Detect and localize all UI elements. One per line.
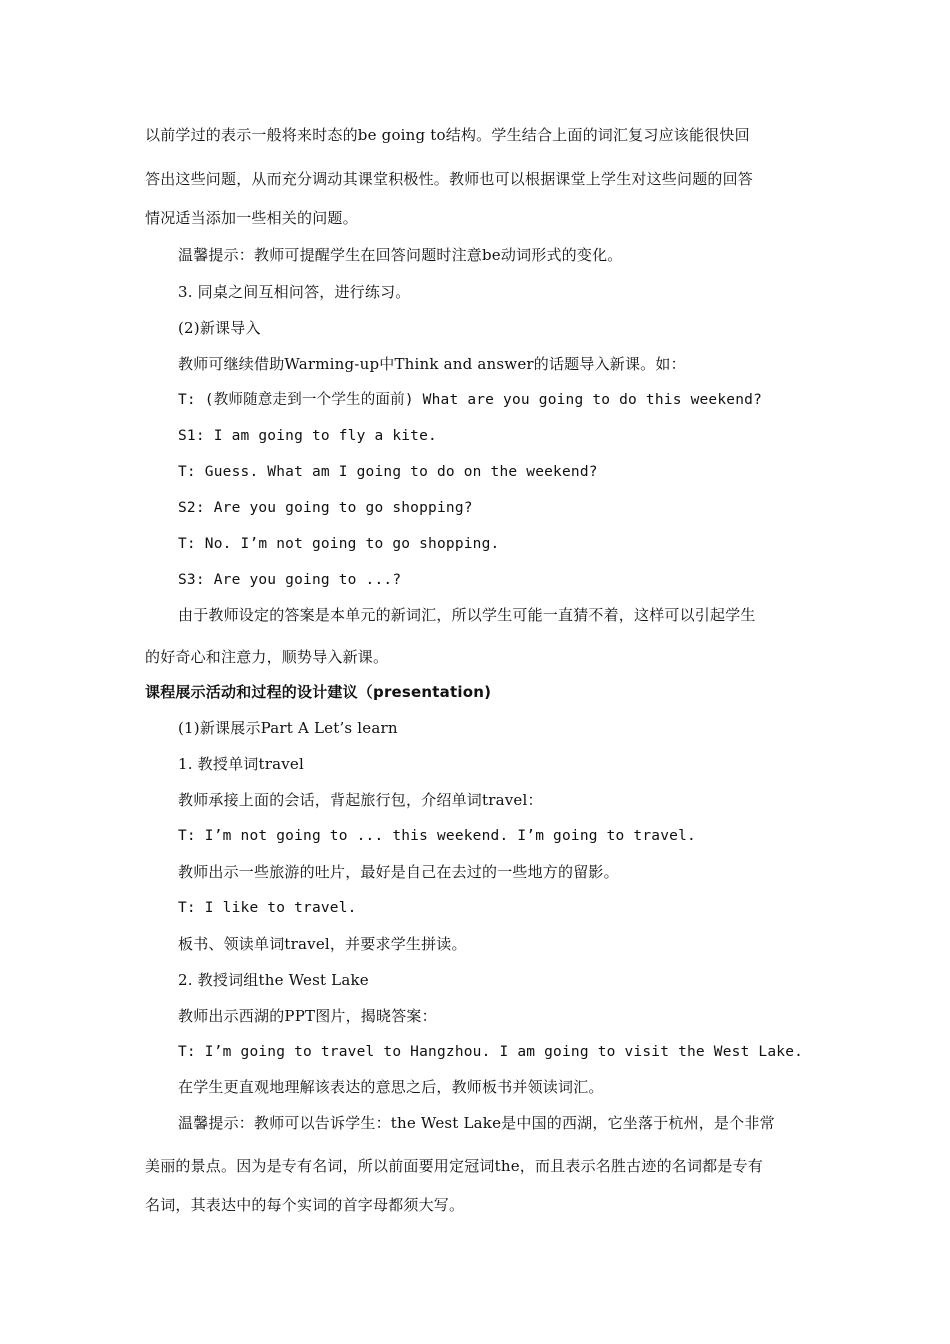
dialogue-line: S3: Are you going to ...?: [178, 572, 402, 588]
list-item: 3. 同桌之间互相问答，进行练习。: [178, 283, 411, 301]
tip-line: 温馨提示：教师可以告诉学生：the West Lake是中国的西湖，它坐落于杭州，是个非常: [178, 1114, 775, 1132]
dialogue-line: S2: Are you going to go shopping?: [178, 500, 473, 516]
paragraph-line: 美丽的景点。因为是专有名词，所以前面要用定冠词the，而且表示名胜古迹的名词都是专有: [145, 1157, 763, 1175]
paragraph-line: 名词，其表达中的每个实词的首字母都须大写。: [145, 1196, 465, 1214]
dialogue-line: S1: I am going to fly a kite.: [178, 428, 437, 444]
tip-line: 温馨提示：教师可提醒学生在回答问题时注意be动词形式的变化。: [178, 246, 623, 264]
dialogue-line: T: (教师随意走到一个学生的面前) What are you going to do this weekend?: [178, 392, 763, 408]
dialogue-line: T: I like to travel.: [178, 900, 357, 916]
section-heading: 课程展示活动和过程的设计建议（presentation): [145, 683, 492, 701]
paragraph-line: 以前学过的表示一般将来时态的be going to结构。学生结合上面的词汇复习应该能很快回: [145, 126, 750, 144]
dialogue-line: T: I’m not going to ... this weekend. I’m going to travel.: [178, 828, 696, 844]
dialogue-line: T: I’m going to travel to Hangzhou. I am going to visit the West Lake.: [178, 1044, 804, 1060]
list-item: 2. 教授词组the West Lake: [178, 971, 369, 989]
paragraph-line: 板书、领读单词travel，并要求学生拼读。: [178, 935, 467, 953]
paragraph-line: 的好奇心和注意力，顺势导入新课。: [145, 648, 389, 666]
dialogue-line: T: Guess. What am I going to do on the weekend?: [178, 464, 598, 480]
section-subheading: (1)新课展示Part A Let’s learn: [178, 719, 398, 737]
section-subheading: (2)新课导入: [178, 319, 261, 337]
list-item: 1. 教授单词travel: [178, 755, 304, 773]
paragraph-line: 教师出示一些旅游的吐片，最好是自己在去过的一些地方的留影。: [178, 863, 619, 881]
paragraph-line: 情况适当添加一些相关的问题。: [145, 209, 358, 227]
paragraph-line: 教师可继续借助Warming-up中Think and answer的话题导入新课。如：: [178, 355, 686, 373]
dialogue-line: T: No. I’m not going to go shopping.: [178, 536, 500, 552]
paragraph-line: 教师出示西湖的PPT图片，揭晓答案：: [178, 1007, 437, 1025]
paragraph-line: 教师承接上面的会话，背起旅行包，介绍单词travel：: [178, 791, 543, 809]
paragraph-line: 在学生更直观地理解该表达的意思之后，教师板书并领读词汇。: [178, 1078, 604, 1096]
paragraph-line: 答出这些问题，从而充分调动其课堂积极性。教师也可以根据课堂上学生对这些问题的回答: [145, 170, 754, 188]
paragraph-line: 由于教师设定的答案是本单元的新词汇，所以学生可能一直猜不着，这样可以引起学生: [178, 606, 756, 624]
